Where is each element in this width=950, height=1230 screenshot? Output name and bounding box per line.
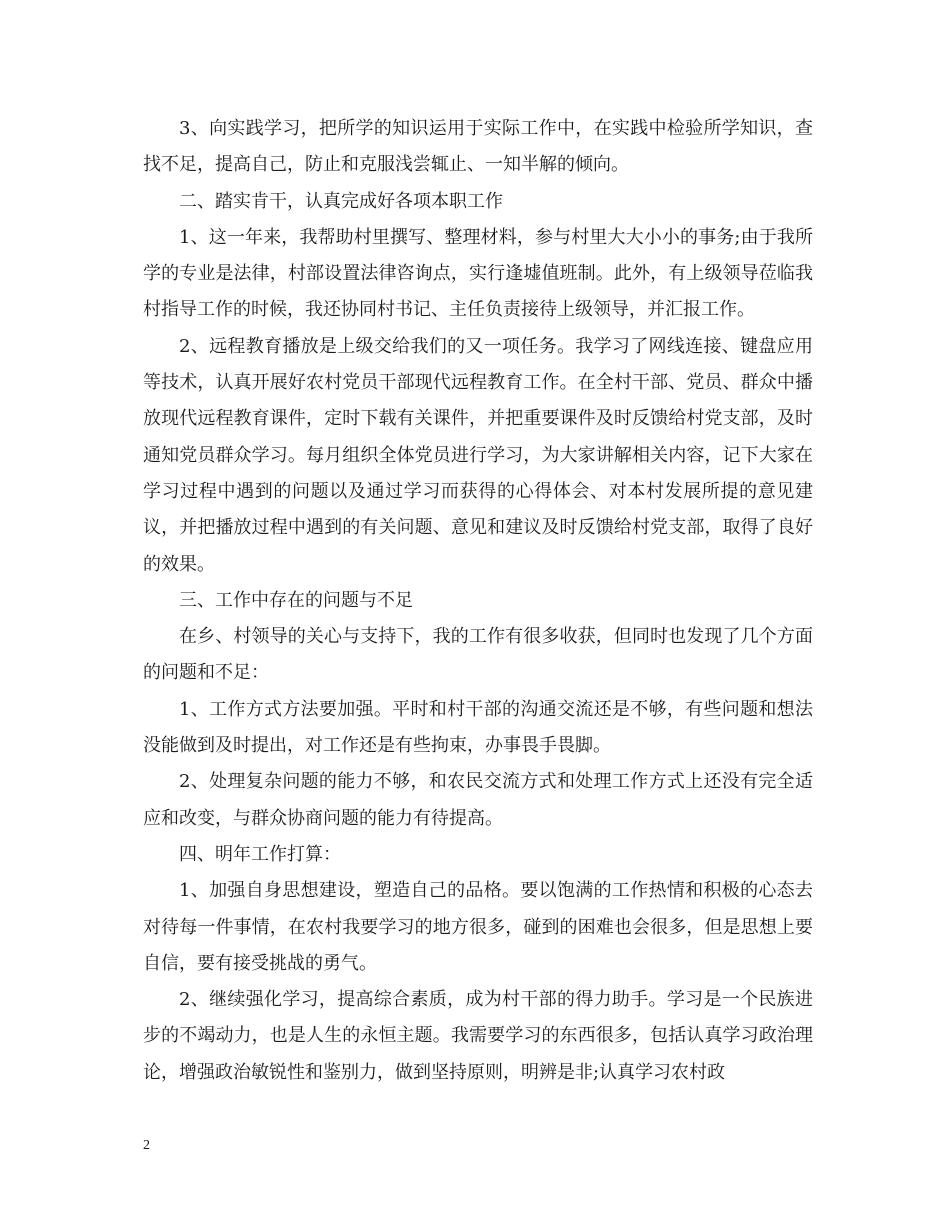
paragraph-problem-two: 2、处理复杂问题的能力不够，和农民交流方式和处理工作方式上还没有完全适应和改变，与群众协商问题的能力有待提高。: [143, 771, 813, 829]
paragraph-practice-learning: 3、向实践学习，把所学的知识运用于实际工作中，在实践中检验所学知识，查找不足，提高自己，防止和克服浅尝辄止、一知半解的倾向。: [143, 118, 813, 176]
heading-section-four: 四、明年工作打算：: [179, 843, 341, 865]
paragraph-plan-one: 1、加强自身思想建设，塑造自己的品格。要以饱满的工作热情和积极的心态去对待每一件事情，在农村我要学习的地方很多，碰到的困难也会很多，但是思想上要自信，要有接受挑战的勇气。: [143, 880, 813, 974]
page-number: 2: [143, 1138, 150, 1153]
paragraph-remote-education: 2、远程教育播放是上级交给我们的又一项任务。我学习了网线连接、键盘应用等技术，认真开展好农村党员干部现代远程教育工作。在全村干部、党员、群众中播放现代远程教育课件，定时下载有关课件，并把重要课件及时反馈给村党支部，及时通知党员群众学习。每月组织全体党员进行学习，为大家讲解相关内容，记下大家在学习过程中遇到的问题以及通过学习而获得的心得体会、对本村发展所提的意见建议，并把播放过程中遇到的有关问题、意见和建议及时反馈给村党支部，取得了良好的效果。: [143, 335, 813, 575]
heading-section-two: 二、踏实肯干，认真完成好各项本职工作: [179, 190, 503, 212]
document-body: [143, 111, 813, 1091]
paragraph-problem-one: 1、工作方式方法要加强。平时和村干部的沟通交流还是不够，有些问题和想法没能做到及时提出，对工作还是有些拘束，办事畏手畏脚。: [143, 698, 813, 757]
heading-section-three: 三、工作中存在的问题与不足: [179, 589, 413, 611]
paragraph-village-work: 1、这一年来，我帮助村里撰写、整理材料，参与村里大大小小的事务;由于我所学的专业是法律，村部设置法律咨询点，实行逢墟值班制。此外，有上级领导莅临我村指导工作的时候，我还协同村书记、主任负责接待上级领导，并汇报工作。: [143, 226, 813, 321]
paragraph-plan-two: 2、继续强化学习，提高综合素质，成为村干部的得力助手。学习是一个民族进步的不竭动力，也是人生的永恒主题。我需要学习的东西很多，包括认真学习政治理论，增强政治敏锐性和鉴别力，做到坚持原则，明辨是非;认真学习农村政: [143, 989, 813, 1083]
paragraph-problems-intro: 在乡、村领导的关心与支持下，我的工作有很多收获，但同时也发现了几个方面的问题和不足：: [143, 626, 813, 684]
